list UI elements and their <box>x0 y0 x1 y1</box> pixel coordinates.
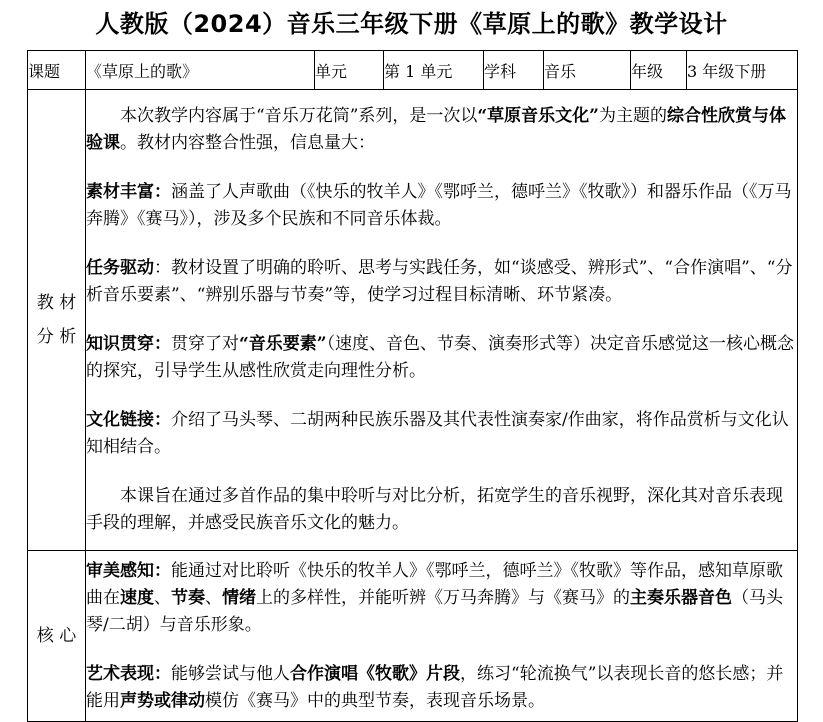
core-literacy-row <box>28 551 798 722</box>
core-literacy-content <box>86 551 798 722</box>
core-label-line1: 核 心 <box>36 626 77 646</box>
material-analysis-row <box>28 90 798 551</box>
page-title: 人教版（2024）音乐三年级下册《草原上的歌》教学设计 <box>95 10 728 38</box>
topic-value: 《草原上的歌》 <box>86 51 315 90</box>
intro-paragraph: 本次教学内容属于“音乐万花筒”系列，是一次以“草原音乐文化”为主题的综合性欣赏与体验课。教材内容整合性强，信息量大： <box>86 106 786 153</box>
core-literacy-label <box>28 551 86 722</box>
topic-label: 课题 <box>28 51 86 90</box>
lesson-plan-table <box>27 50 798 722</box>
unit-value: 第 1 单元 <box>384 51 484 90</box>
header-row <box>28 51 798 90</box>
unit-label: 单元 <box>315 51 384 90</box>
aesthetic-perception-paragraph: 审美感知：能通过对比聆听《快乐的牧羊人》《鄂呼兰，德呼兰》《牧歌》等作品，感知草原歌曲在速度、节奏、情绪上的多样性，并能听辨《万马奔腾》与《赛马》的主奏乐器音色（马头琴/二胡）与音乐形象。 <box>86 560 783 635</box>
artistic-expression-paragraph: 艺术表现：能够尝试与他人合作演唱《牧歌》片段，练习“轮流换气”以表现长音的悠长感；并能用声势或律动模仿《赛马》中的典型节奏，表现音乐场景。 <box>86 663 784 711</box>
knowledge-paragraph: 知识贯穿：贯穿了对“音乐要素”（速度、音色、节奏、演奏形式等）决定音乐感觉这一核心概念的探究，引导学生从感性欣赏走向理性分析。 <box>86 334 795 381</box>
subject-label: 学科 <box>484 51 544 90</box>
closing-paragraph: 本课旨在通过多首作品的集中聆听与对比分析，拓宽学生的音乐视野，深化其对音乐表现手段的理解，并感受民族音乐文化的魅力。 <box>86 486 783 533</box>
grade-value: 3 年级下册 <box>687 51 798 90</box>
culture-link-paragraph: 文化链接：介绍了马头琴、二胡两种民族乐器及其代表性演奏家/作曲家，将作品赏析与文化认知相结合。 <box>86 410 789 457</box>
subject-value: 音乐 <box>544 51 631 90</box>
material-label-line2: 分 析 <box>36 327 77 347</box>
material-label-line1: 教 材 <box>36 293 77 313</box>
material-analysis-content <box>86 90 798 551</box>
grade-label: 年级 <box>631 51 687 90</box>
task-driven-paragraph: 任务驱动：教材设置了明确的聆听、思考与实践任务，如“谈感受、辨形式”、“合作演唱”、“分析音乐要素”、“辨别乐器与节奏”等，使学习过程目标清晰、环节紧凑。 <box>86 258 793 305</box>
material-analysis-label <box>28 90 86 551</box>
rich-materials-paragraph: 素材丰富：涵盖了人声歌曲（《快乐的牧羊人》《鄂呼兰，德呼兰》《牧歌》）和器乐作品（《万马奔腾》《赛马》），涉及多个民族和不同音乐体裁。 <box>86 182 792 229</box>
